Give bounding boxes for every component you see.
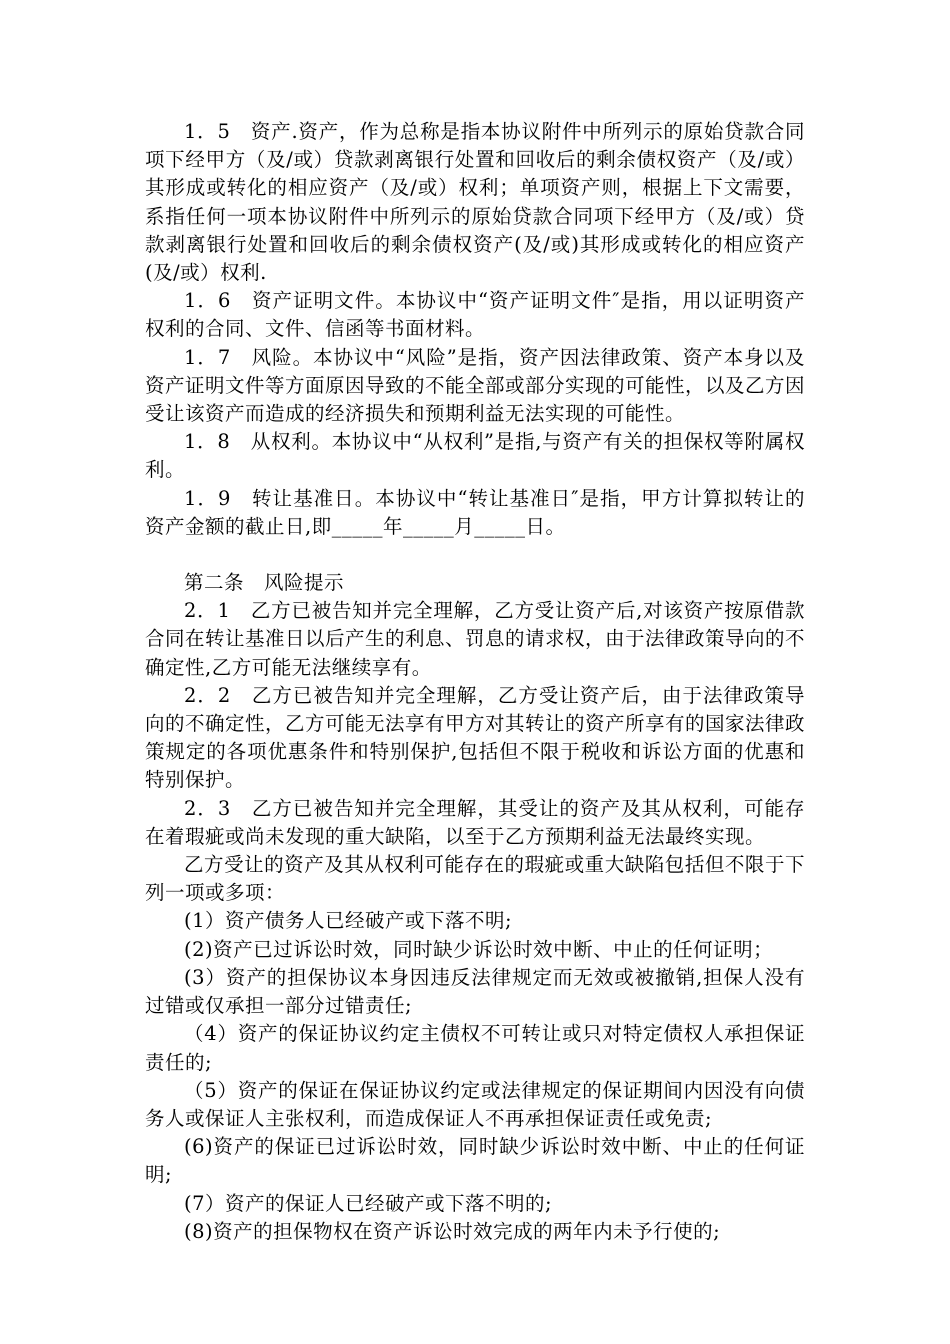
defect-item-7: (7）资产的保证人已经破产或下落不明的; (184, 1191, 553, 1215)
defect-item-6: (6)资产的保证已过诉讼时效，同时缺少诉讼时效中断、中止的任何证明; (145, 1135, 805, 1187)
section-spacer (145, 541, 805, 569)
clause-1-8: 1．8 从权利。本协议中“从权利”是指,与资产有关的担保权等附属权利。 (145, 430, 805, 482)
defect-item-2: (2)资产已过诉讼时效，同时缺少诉讼时效中断、中止的任何证明； (184, 937, 774, 961)
defect-item-3: (3）资产的担保协议本身因违反法律规定而无效或被撤销,担保人没有过错或仅承担一部分过错责任; (145, 965, 805, 1018)
document-body (145, 118, 805, 1246)
clause-1-5: 1．5 资产.资产，作为总称是指本协议附件中所列示的原始贷款合同项下经甲方（及/或）贷款剥离银行处置和回收后的剩余债权资产（及/或）其形成或转化的相应资产（及/或）权利；单项资产则，根据上下文需要，系指任何一项本协议附件中所列示的原始贷款合同项下经甲方（及/或）贷款剥离银行处置和回收后的剩余债权资产(及/或)其形成或转化的相应资产(及/或）权利. (145, 120, 805, 285)
defects-intro: 乙方受让的资产及其从权利可能存在的瑕疵或重大缺陷包括但不限于下列一项或多项： (145, 853, 805, 905)
clause-2-3: 2．3 乙方已被告知并完全理解，其受让的资产及其从权利，可能存在着瑕疵或尚未发现的重大缺陷，以至于乙方预期利益无法最终实现。 (145, 796, 805, 848)
section-title: 第二条 风险提示 (184, 571, 345, 595)
clause-1-7: 1．7 风险。本协议中“风险”是指，资产因法律政策、资产本身以及资产证明文件等方面原因导致的不能全部或部分实现的可能性，以及乙方因受让该资产而造成的经济损失和预期利益无法实现的可能性。 (145, 345, 806, 426)
clause-2-2: 2．2 乙方已被告知并完全理解，乙方受让资产后，由于法律政策导向的不确定性，乙方可能无法享有甲方对其转让的资产所享有的国家法律政策规定的各项优惠条件和特别保护,包括但不限于税收和诉讼方面的优惠和特别保护。 (145, 683, 806, 792)
clause-1-6: 1．6 资产证明文件。本协议中“资产证明文件″是指，用以证明资产权利的合同、文件、信函等书面材料。 (145, 289, 805, 341)
defect-item-5: （5）资产的保证在保证协议约定或法律规定的保证期间内因没有向债务人或保证人主张权利，而造成保证人不再承担保证责任或免责; (145, 1078, 805, 1130)
defect-item-1: (1）资产债务人已经破产或下落不明; (184, 909, 513, 933)
defect-item-8: (8)资产的担保物权在资产诉讼时效完成的两年内未予行使的; (184, 1219, 721, 1243)
clause-1-9: 1．9 转让基准日。本协议中“转让基准日″是指，甲方计算拟转让的资产金额的截止日,即_____年_____月_____日。 (145, 486, 805, 538)
defect-item-4: （4）资产的保证协议约定主债权不可转让或只对特定债权人承担保证责任的; (145, 1022, 805, 1074)
clause-2-1: 2．1 乙方已被告知并完全理解，乙方受让资产后,对该资产按原借款合同在转让基准日以后产生的利息、罚息的请求权，由于法律政策导向的不确定性,乙方可能无法继续享有。 (145, 599, 806, 679)
